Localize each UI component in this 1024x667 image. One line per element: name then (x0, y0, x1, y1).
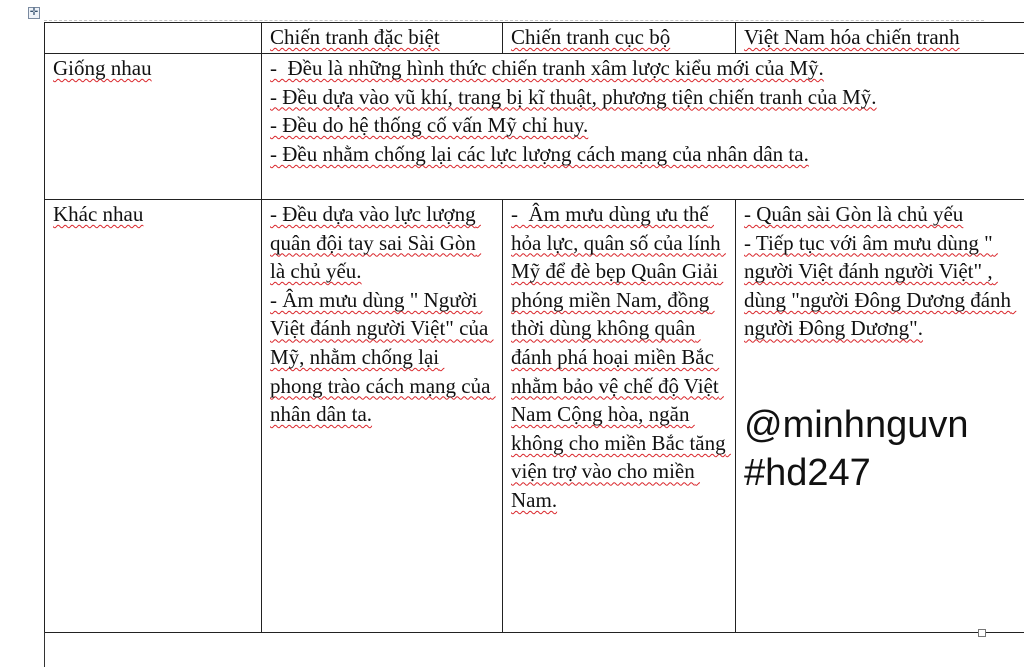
local-war-text: - Âm mưu dùng ưu thế hỏa lực, quân số của lính Mỹ để đè bẹp Quân Giải phóng miền Nam, đồng thời dùng không quân đánh phá hoại miền Bắc nhằm bảo vệ chế độ Việt Nam Cộng hòa, ngăn không cho miền Bắc tăng viện trợ vào cho miền Nam. (511, 202, 731, 512)
similarities-label: Giống nhau (53, 56, 152, 80)
comparison-table (44, 22, 1024, 633)
table-resize-handle-icon[interactable] (978, 629, 986, 637)
similarities-content-cell[interactable] (262, 54, 1024, 200)
similarities-label-cell[interactable] (45, 54, 262, 200)
differences-label-cell[interactable] (45, 200, 262, 633)
vietnamization-cell[interactable] (736, 200, 1024, 633)
similarity-point: - Đều là những hình thức chiến tranh xâm lược kiểu mới của Mỹ. (270, 56, 824, 80)
differences-row (45, 200, 1024, 633)
watermark-tag: #hd247 (744, 451, 871, 494)
header-cell-special-war[interactable] (262, 23, 503, 54)
local-war-cell[interactable] (503, 200, 736, 633)
differences-label: Khác nhau (53, 202, 144, 226)
header-cell-vietnamization[interactable] (736, 23, 1024, 54)
special-war-text: - Đều dựa vào lực lượng quân đội tay sai Sài Gòn là chủ yếu. - Âm mưu dùng " Người Việt đánh người Việt" của Mỹ, nhằm chống lại phong trào cách mạng của nhân dân ta. (270, 202, 491, 427)
table-header-row (45, 23, 1024, 54)
table-move-handle-icon[interactable]: ✛ (29, 7, 39, 18)
special-war-cell[interactable] (262, 200, 503, 633)
header-cell-local-war[interactable] (503, 23, 736, 54)
watermark (744, 401, 1024, 497)
header-vietnamization: Việt Nam hóa chiến tranh (744, 25, 960, 49)
similarity-point: - Đều do hệ thống cố vấn Mỹ chỉ huy. (270, 113, 589, 138)
vietnamization-text: - Quân sài Gòn là chủ yếu - Tiếp tục với âm mưu dùng " người Việt đánh người Việt" , dùng "người Đông Dương đánh người Đông Dương". (744, 202, 1012, 341)
similarity-point: - Đều dựa vào vũ khí, trang bị kĩ thuật, phương tiện chiến tranh của Mỹ. (270, 84, 877, 109)
page-top-edge (44, 20, 984, 21)
header-cell-empty[interactable] (45, 23, 262, 54)
header-special-war: Chiến tranh đặc biệt (270, 25, 440, 49)
header-local-war: Chiến tranh cục bộ (511, 25, 671, 49)
similarities-row (45, 54, 1024, 200)
watermark-user: @minhnguvn (744, 403, 969, 446)
next-page-edge (44, 632, 982, 667)
similarity-point: - Đều nhằm chống lại các lực lượng cách mạng của nhân dân ta. (270, 141, 809, 166)
